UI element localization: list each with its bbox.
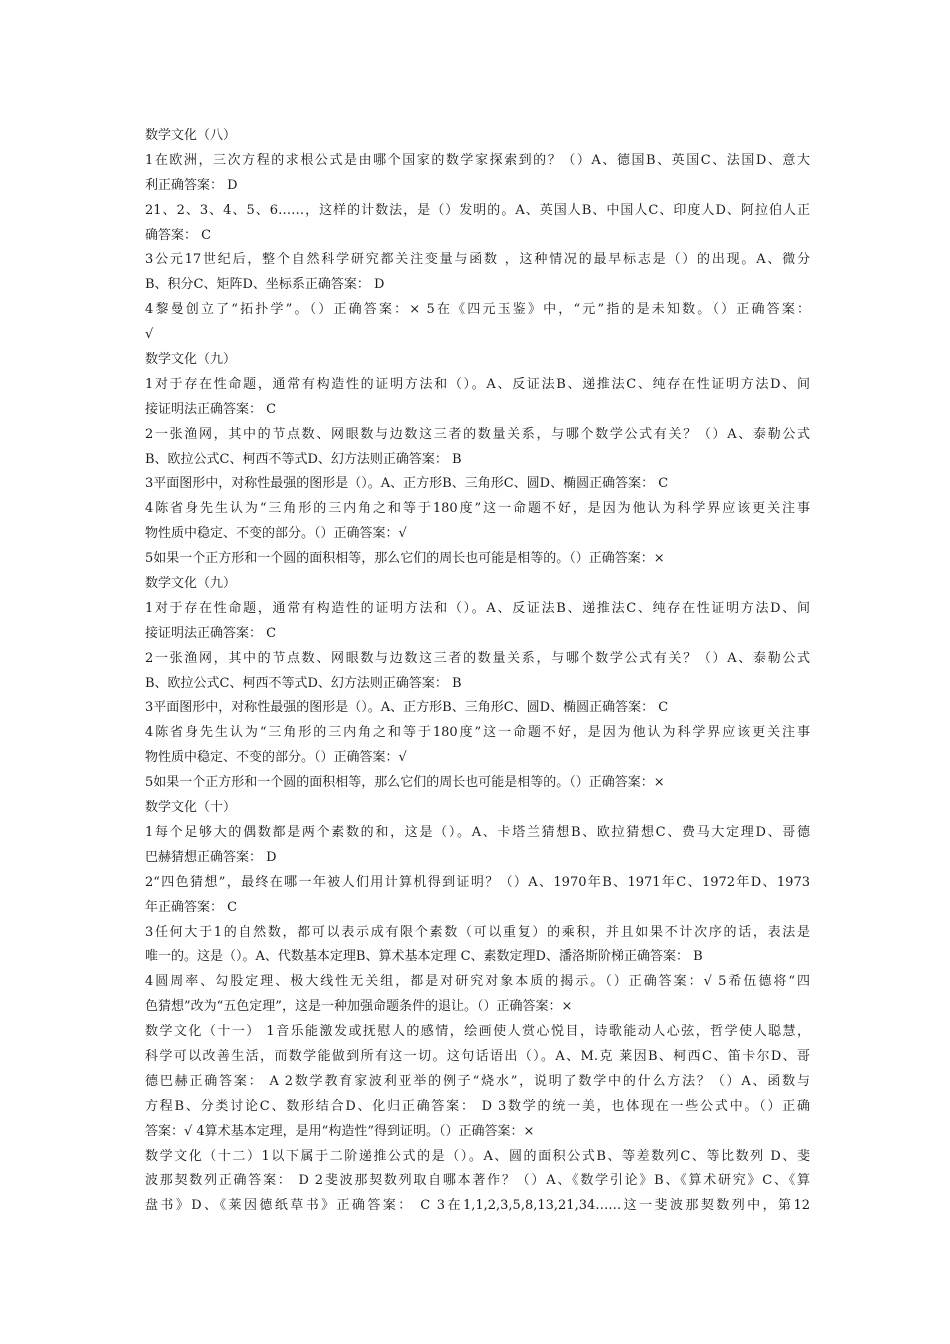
text-line: 科学可以改善生活，而数学能做到所有这一切。这句话语出（）。A、M.克 莱因B、柯西C、笛卡尔D、哥	[145, 1048, 810, 1064]
text-line: 1对于存在性命题，通常有构造性的证明方法和（）。A、反证法B、递推法C、纯存在性证明方法D、间	[145, 600, 810, 616]
text-line: 4黎曼创立了“拓扑学”。（）正确答案：× 5在《四元玉鉴》中，“元”指的是未知数。（）正确答案：	[145, 302, 810, 318]
section-heading: 数学文化（八）	[145, 128, 237, 143]
text-line: 2一张渔网，其中的节点数、网眼数与边数这三者的数量关系，与哪个数学公式有关？（）A、泰勒公式	[145, 650, 810, 666]
text-line: 3平面图形中，对称性最强的图形是（）。A、正方形B、三角形C、圆D、椭圆正确答案： C	[145, 476, 669, 492]
text-line: 德巴赫正确答案： A 2数学教育家波利亚举的例子“烧水”，说明了数学中的什么方法？（）A、函数与	[145, 1073, 810, 1089]
text-line: 答案：√ 4算术基本定理，是用“构造性”得到证明。（）正确答案：×	[145, 1123, 535, 1139]
text-line: 利正确答案： D	[145, 177, 238, 193]
text-line: 物性质中稳定、不变的部分。（）正确答案：√	[145, 526, 407, 542]
text-line: B、积分C、矩阵D、坐标系正确答案： D	[145, 277, 385, 293]
text-line: 年正确答案： C	[145, 899, 238, 915]
section-heading: 数学文化（九）	[145, 352, 237, 368]
text-line: 盘书》D、《莱因德纸草书》正确答案： C 3在1,1,2,3,5,8,13,21,34……这一斐波那契数列中，第12	[145, 1198, 810, 1214]
text-line: 接证明法正确答案： C	[145, 401, 277, 417]
text-line: B、欧拉公式C、柯西不等式D、幻方法则正确答案： B	[145, 451, 462, 467]
text-line: 5如果一个正方形和一个圆的面积相等，那么它们的周长也可能是相等的。（）正确答案：×	[145, 551, 665, 567]
text-line: B、欧拉公式C、柯西不等式D、幻方法则正确答案： B	[145, 675, 462, 691]
text-line: 方程B、分类讨论C、数形结合D、化归正确答案： D 3数学的统一美，也体现在一些公式中。（）正确	[145, 1098, 810, 1114]
text-line: 数学文化（十一） 1音乐能激发或抚慰人的感情，绘画使人赏心悦目，诗歌能动人心弦，哲学使人聪慧，	[145, 1024, 810, 1040]
section-heading: 数学文化（十）	[145, 800, 237, 816]
text-line: 1每个足够大的偶数都是两个素数的和，这是（）。A、卡塔兰猜想B、欧拉猜想C、费马大定理D、哥德	[145, 824, 810, 840]
text-line: 3平面图形中，对称性最强的图形是（）。A、正方形B、三角形C、圆D、椭圆正确答案： C	[145, 700, 669, 716]
text-line: 2一张渔网，其中的节点数、网眼数与边数这三者的数量关系，与哪个数学公式有关？（）A、泰勒公式	[145, 426, 810, 442]
text-line: 1在欧洲，三次方程的求根公式是由哪个国家的数学家探索到的？（）A、德国B、英国C、法国D、意大	[145, 152, 810, 168]
text-line: 4陈省身先生认为“三角形的三内角之和等于180度”这一命题不好，是因为他认为科学界应该更关注事	[145, 501, 810, 517]
text-line: 数学文化（十二）1以下属于二阶递推公式的是（）。A、圆的面积公式B、等差数列C、等比数列 D、斐	[145, 1148, 810, 1164]
text-line: 巴赫猜想正确答案： D	[145, 849, 277, 865]
text-line: 1对于存在性命题，通常有构造性的证明方法和（）。A、反证法B、递推法C、纯存在性证明方法D、间	[145, 376, 810, 392]
text-line: √	[145, 327, 154, 343]
section-heading: 数学文化（九）	[145, 576, 237, 592]
text-line: 确答案： C	[145, 227, 212, 243]
text-line: 物性质中稳定、不变的部分。（）正确答案：√	[145, 750, 407, 766]
text-line: 色猜想”改为“五色定理”，这是一种加强命题条件的退让。（）正确答案：×	[145, 999, 573, 1015]
text-line: 2“四色猜想”，最终在哪一年被人们用计算机得到证明？（）A、1970年B、1971年C、1972年D、1973	[145, 874, 810, 890]
text-line: 21、2、3、4、5、6……，这样的计数法，是（）发明的。A、英国人B、中国人C、印度人D、阿拉伯人正	[145, 202, 810, 218]
text-line: 波那契数列正确答案： D 2斐波那契数列取自哪本著作？（）A、《数学引论》B、《算术研究》C、《算	[145, 1173, 810, 1189]
text-line: 4圆周率、勾股定理、极大线性无关组，都是对研究对象本质的揭示。（）正确答案：√ 5希伍德将“四	[145, 974, 810, 990]
text-line: 接证明法正确答案： C	[145, 625, 277, 641]
text-line: 3任何大于1的自然数，都可以表示成有限个素数（可以重复）的乘积，并且如果不计次序的话，表法是	[145, 924, 810, 940]
document-page	[145, 124, 810, 1219]
text-line: 3公元17世纪后，整个自然科学研究都关注变量与函数 ，这种情况的最早标志是（）的出现。A、微分	[145, 252, 810, 268]
text-line: 4陈省身先生认为“三角形的三内角之和等于180度”这一命题不好，是因为他认为科学界应该更关注事	[145, 725, 810, 741]
text-line: 唯一的。这是（）。A、代数基本定理B、算术基本定理 C、素数定理D、潘洛斯阶梯正确答案： B	[145, 949, 703, 965]
text-line: 5如果一个正方形和一个圆的面积相等，那么它们的周长也可能是相等的。（）正确答案：×	[145, 775, 665, 791]
